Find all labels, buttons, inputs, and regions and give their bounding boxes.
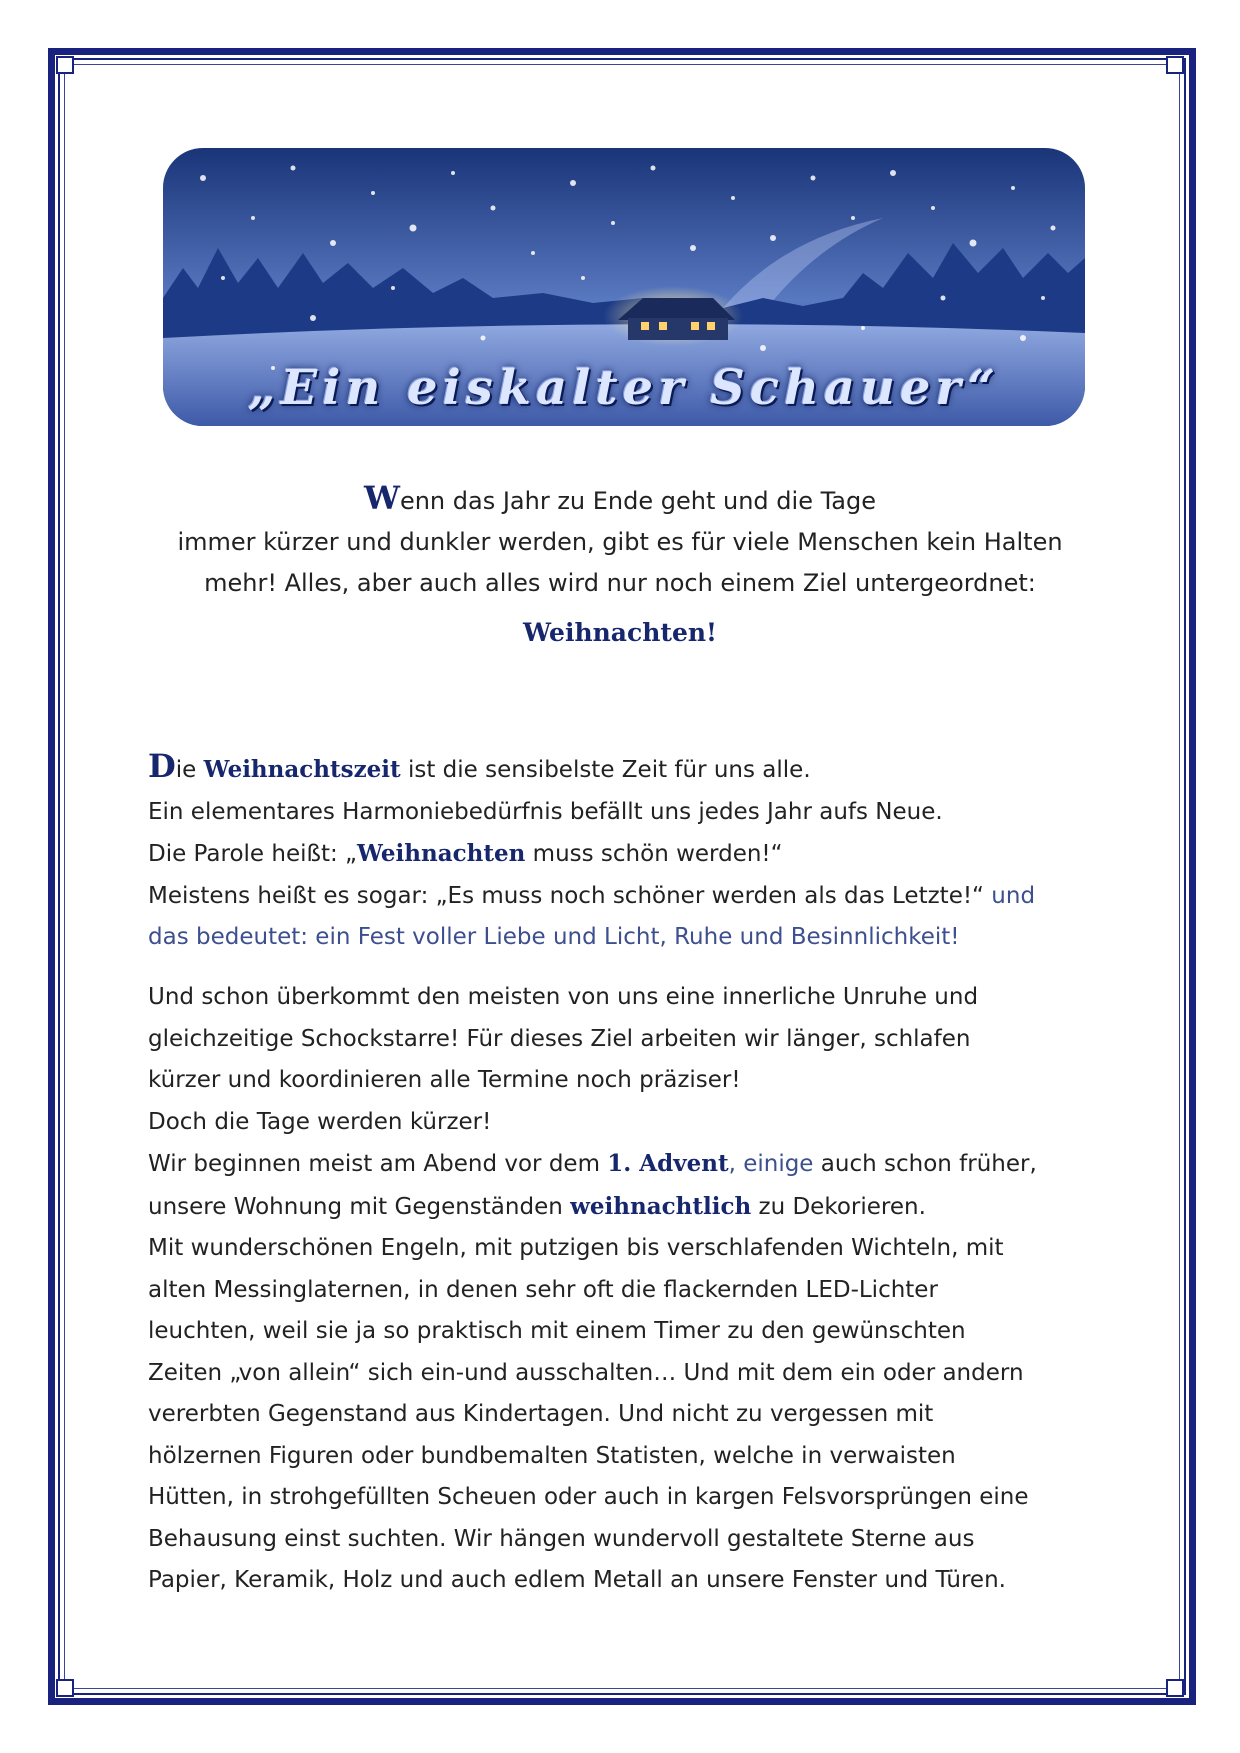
text-line: gleichzeitige Schockstarre! Für dieses Ziel arbeiten wir länger, schlafen xyxy=(148,1025,971,1052)
highlight-span: , einige xyxy=(728,1151,814,1177)
intro-line-text: enn das Jahr zu Ende geht und die Tage xyxy=(399,487,876,515)
highlight-span: und xyxy=(991,882,1036,909)
text-line: das bedeutet: ein Fest voller Liebe und Licht, Ruhe und Besinnlichkeit! xyxy=(148,924,960,950)
text-line: Mit wunderschönen Engeln, mit putzigen bis verschlafenden Wichteln, mit xyxy=(148,1235,1004,1261)
text-line: Und schon überkommt den meisten von uns eine innerliche Unruhe und xyxy=(148,984,979,1010)
section-unruhe xyxy=(148,977,1088,1602)
bold-word: weihnachtlich xyxy=(570,1192,752,1220)
intro-line: immer kürzer und dunkler werden, gibt es für viele Menschen kein Halten xyxy=(177,528,1063,556)
winter-banner-image xyxy=(163,148,1085,426)
text-line: alten Messinglaternen, in denen sehr oft die flackernden LED-Lichter xyxy=(148,1276,938,1303)
intro-line xyxy=(140,478,1100,522)
frame-corner-top-left xyxy=(56,56,74,74)
bold-word: Weihnachten xyxy=(356,840,526,867)
text-line: Doch die Tage werden kürzer! xyxy=(148,1108,492,1135)
text-line: Hütten, in strohgefüllten Scheuen oder auch in kargen Felsvorsprüngen eine xyxy=(148,1484,1029,1510)
text-span: zu Dekorieren. xyxy=(751,1193,926,1220)
text-span: auch schon früher, xyxy=(813,1151,1037,1177)
text-line: kürzer und koordinieren alle Termine noch präziser! xyxy=(148,1067,741,1093)
text-line xyxy=(148,1143,1088,1186)
text-span: Die Parole heißt: „ xyxy=(148,841,357,867)
text-span: Meistens heißt es sogar: „Es muss noch schöner werden als das Letzte!“ xyxy=(148,882,992,909)
frame-corner-top-right xyxy=(1166,56,1184,74)
text-line: Zeiten „von allein“ sich ein-und ausschalten… Und mit dem ein oder andern xyxy=(148,1359,1024,1386)
bold-word: 1. Advent xyxy=(607,1150,729,1177)
text-line xyxy=(148,1186,1088,1229)
text-span: muss schön werden!“ xyxy=(525,841,783,867)
text-line: Behausung einst suchten. Wir hängen wundervoll gestaltete Sterne aus xyxy=(148,1525,975,1552)
text-span: ist die sensibelste Zeit für uns alle. xyxy=(400,757,811,783)
intro-paragraph xyxy=(140,478,1100,653)
banner-title: „Ein eiskalter Schauer“ xyxy=(247,360,1001,416)
text-line xyxy=(148,746,1088,792)
frame-corner-bottom-right xyxy=(1166,1679,1184,1697)
text-span: Wir beginnen meist am Abend vor dem xyxy=(148,1151,608,1177)
text-line: vererbten Gegenstand aus Kindertagen. Und nicht zu vergessen mit xyxy=(148,1401,934,1427)
text-line: Papier, Keramik, Holz und auch edlem Metall an unsere Fenster und Türen. xyxy=(148,1567,1006,1593)
text-line xyxy=(148,833,1088,876)
text-line: Ein elementares Harmoniebedürfnis befällt uns jedes Jahr aufs Neue. xyxy=(148,798,943,825)
text-line: hölzernen Figuren oder bundbemalten Statisten, welche in verwaisten xyxy=(148,1442,956,1469)
text-line xyxy=(148,876,1088,918)
bold-word: Weihnachtszeit xyxy=(203,756,401,783)
frame-corner-bottom-left xyxy=(56,1679,74,1697)
intro-line: mehr! Alles, aber auch alles wird nur noch einem Ziel untergeordnet: xyxy=(204,569,1036,597)
section-weihnachtszeit xyxy=(148,746,1088,959)
section-initial: D xyxy=(148,747,176,785)
text-line: leuchten, weil sie ja so praktisch mit einem Timer zu den gewünschten xyxy=(148,1318,966,1344)
intro-initial: W xyxy=(364,479,400,517)
text-span: ie xyxy=(175,757,204,783)
text-span: unsere Wohnung mit Gegenständen xyxy=(148,1193,571,1220)
intro-highlight: Weihnachten! xyxy=(523,618,717,647)
